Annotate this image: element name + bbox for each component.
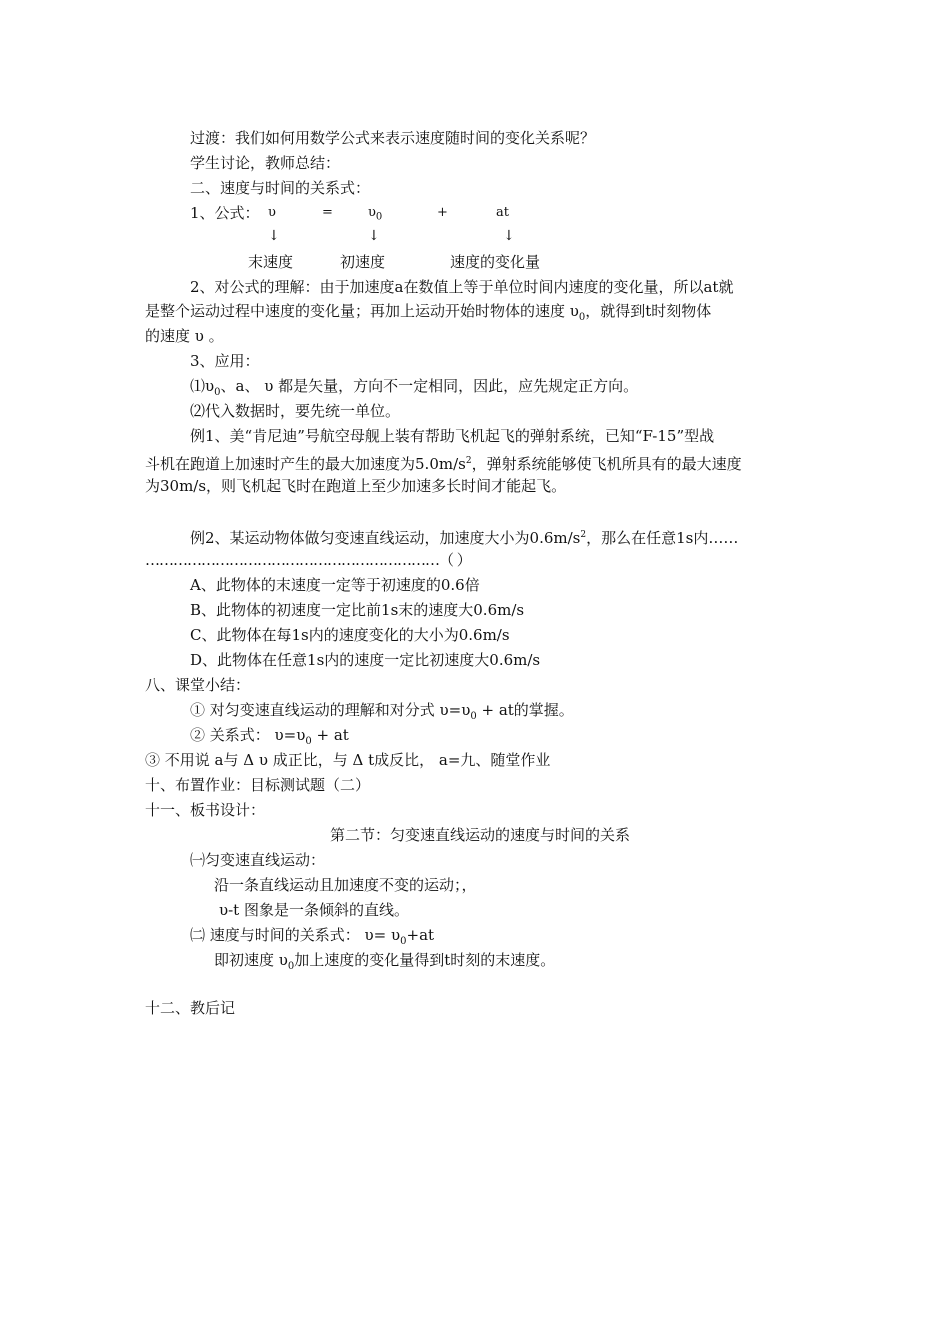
option-c: C、此物体在每1s内的速度变化的大小为0.6m/s	[190, 626, 510, 644]
understanding-line-2: 是整个运动过程中速度的变化量；再加上运动开始时物体的速度 $\upsilon_0$，就得到t时刻物体	[145, 302, 712, 323]
arrow-down-icon: ↓	[368, 228, 380, 244]
formula-equals: =	[322, 205, 333, 220]
example-1-line-1: 例1、美“肯尼迪”号航空母舰上装有帮助飞机起飞的弹射系统，已知“F-15”型战	[190, 427, 715, 445]
formula-v: υ	[268, 205, 276, 220]
understanding-line-3: 的速度 υ 。	[145, 327, 224, 345]
arrow-down-icon: ↓	[268, 228, 280, 244]
application-item-2: ⑵代入数据时，要先统一单位。	[190, 402, 401, 420]
section-11-heading: 十一、板书设计：	[145, 801, 266, 819]
application-heading: 3、应用：	[190, 352, 260, 370]
summary-item-2: ② 关系式： $\upsilon=\upsilon_0$ + at	[190, 726, 349, 747]
formula-plus: +	[437, 205, 448, 220]
section-8-heading: 八、课堂小结：	[145, 676, 251, 694]
formula-v0: $\upsilon_0$	[368, 205, 383, 223]
application-item-1: $⑴\upsilon_0$、a、 υ 都是矢量，方向不一定相同，因此，应先规定正方向。	[190, 377, 639, 398]
label-velocity-change: 速度的变化量	[450, 253, 541, 271]
option-a: A、此物体的末速度一定等于初速度的0.6倍	[190, 576, 480, 594]
label-final-velocity: 末速度	[248, 253, 294, 271]
understanding-line-1: 2、对公式的理解：由于加速度a在数值上等于单位时间内速度的变化量，所以at就	[190, 278, 734, 296]
summary-item-3: ③ 不用说 a与 Δ υ 成正比，与 Δ t成反比， a=九、随堂作业	[145, 751, 551, 769]
board-item-2-desc: 即初速度 $\upsilon_0$加上速度的变化量得到t时刻的末速度。	[214, 951, 556, 972]
board-title: 第二节：匀变速直线运动的速度与时间的关系	[330, 826, 631, 844]
discussion-line: 学生讨论，教师总结：	[190, 154, 341, 172]
transition-line: 过渡：我们如何用数学公式来表示速度随时间的变化关系呢？	[190, 129, 596, 147]
board-item-1: ㈠匀变速直线运动：	[190, 851, 326, 869]
example-1-line-3: 为30m/s，则飞机起飞时在跑道上至少加速多长时间才能起飞。	[145, 477, 567, 495]
board-item-1-desc: 沿一条直线运动且加速度不变的运动；，	[214, 876, 477, 894]
arrow-down-icon: ↓	[503, 228, 515, 244]
section-12-heading: 十二、教后记	[145, 999, 236, 1017]
example-2-line-1: 例2、某运动物体做匀变速直线运动，加速度大小为$0.6m/s^2$，那么在任意1s内……	[190, 529, 739, 547]
example-1-line-2: 斗机在跑道上加速时产生的最大加速度为$5.0m/s^2$，弹射系统能够使飞机所具有的最大速度	[145, 455, 742, 473]
section-2-heading: 二、速度与时间的关系式：	[190, 179, 371, 197]
board-item-2: ㈡ 速度与时间的关系式： $\upsilon= \upsilon_0+at$	[190, 926, 435, 947]
formula-prefix: 1、公式：	[190, 204, 260, 222]
label-initial-velocity: 初速度	[340, 253, 386, 271]
board-item-1-graph: υ-t 图象是一条倾斜的直线。	[219, 901, 409, 919]
example-2-line-2: ………………………………………………………（ ）	[145, 551, 471, 569]
section-10-heading: 十、布置作业：目标测试题（二）	[145, 776, 371, 794]
summary-item-1: ① 对匀变速直线运动的理解和对分式 $\upsilon=\upsilon_0$ + at的掌握。	[190, 701, 574, 722]
option-b: B、此物体的初速度一定比前1s末的速度大0.6m/s	[190, 601, 525, 619]
formula-at: at	[496, 205, 509, 220]
option-d: D、此物体在任意1s内的速度一定比初速度大0.6m/s	[190, 651, 541, 669]
